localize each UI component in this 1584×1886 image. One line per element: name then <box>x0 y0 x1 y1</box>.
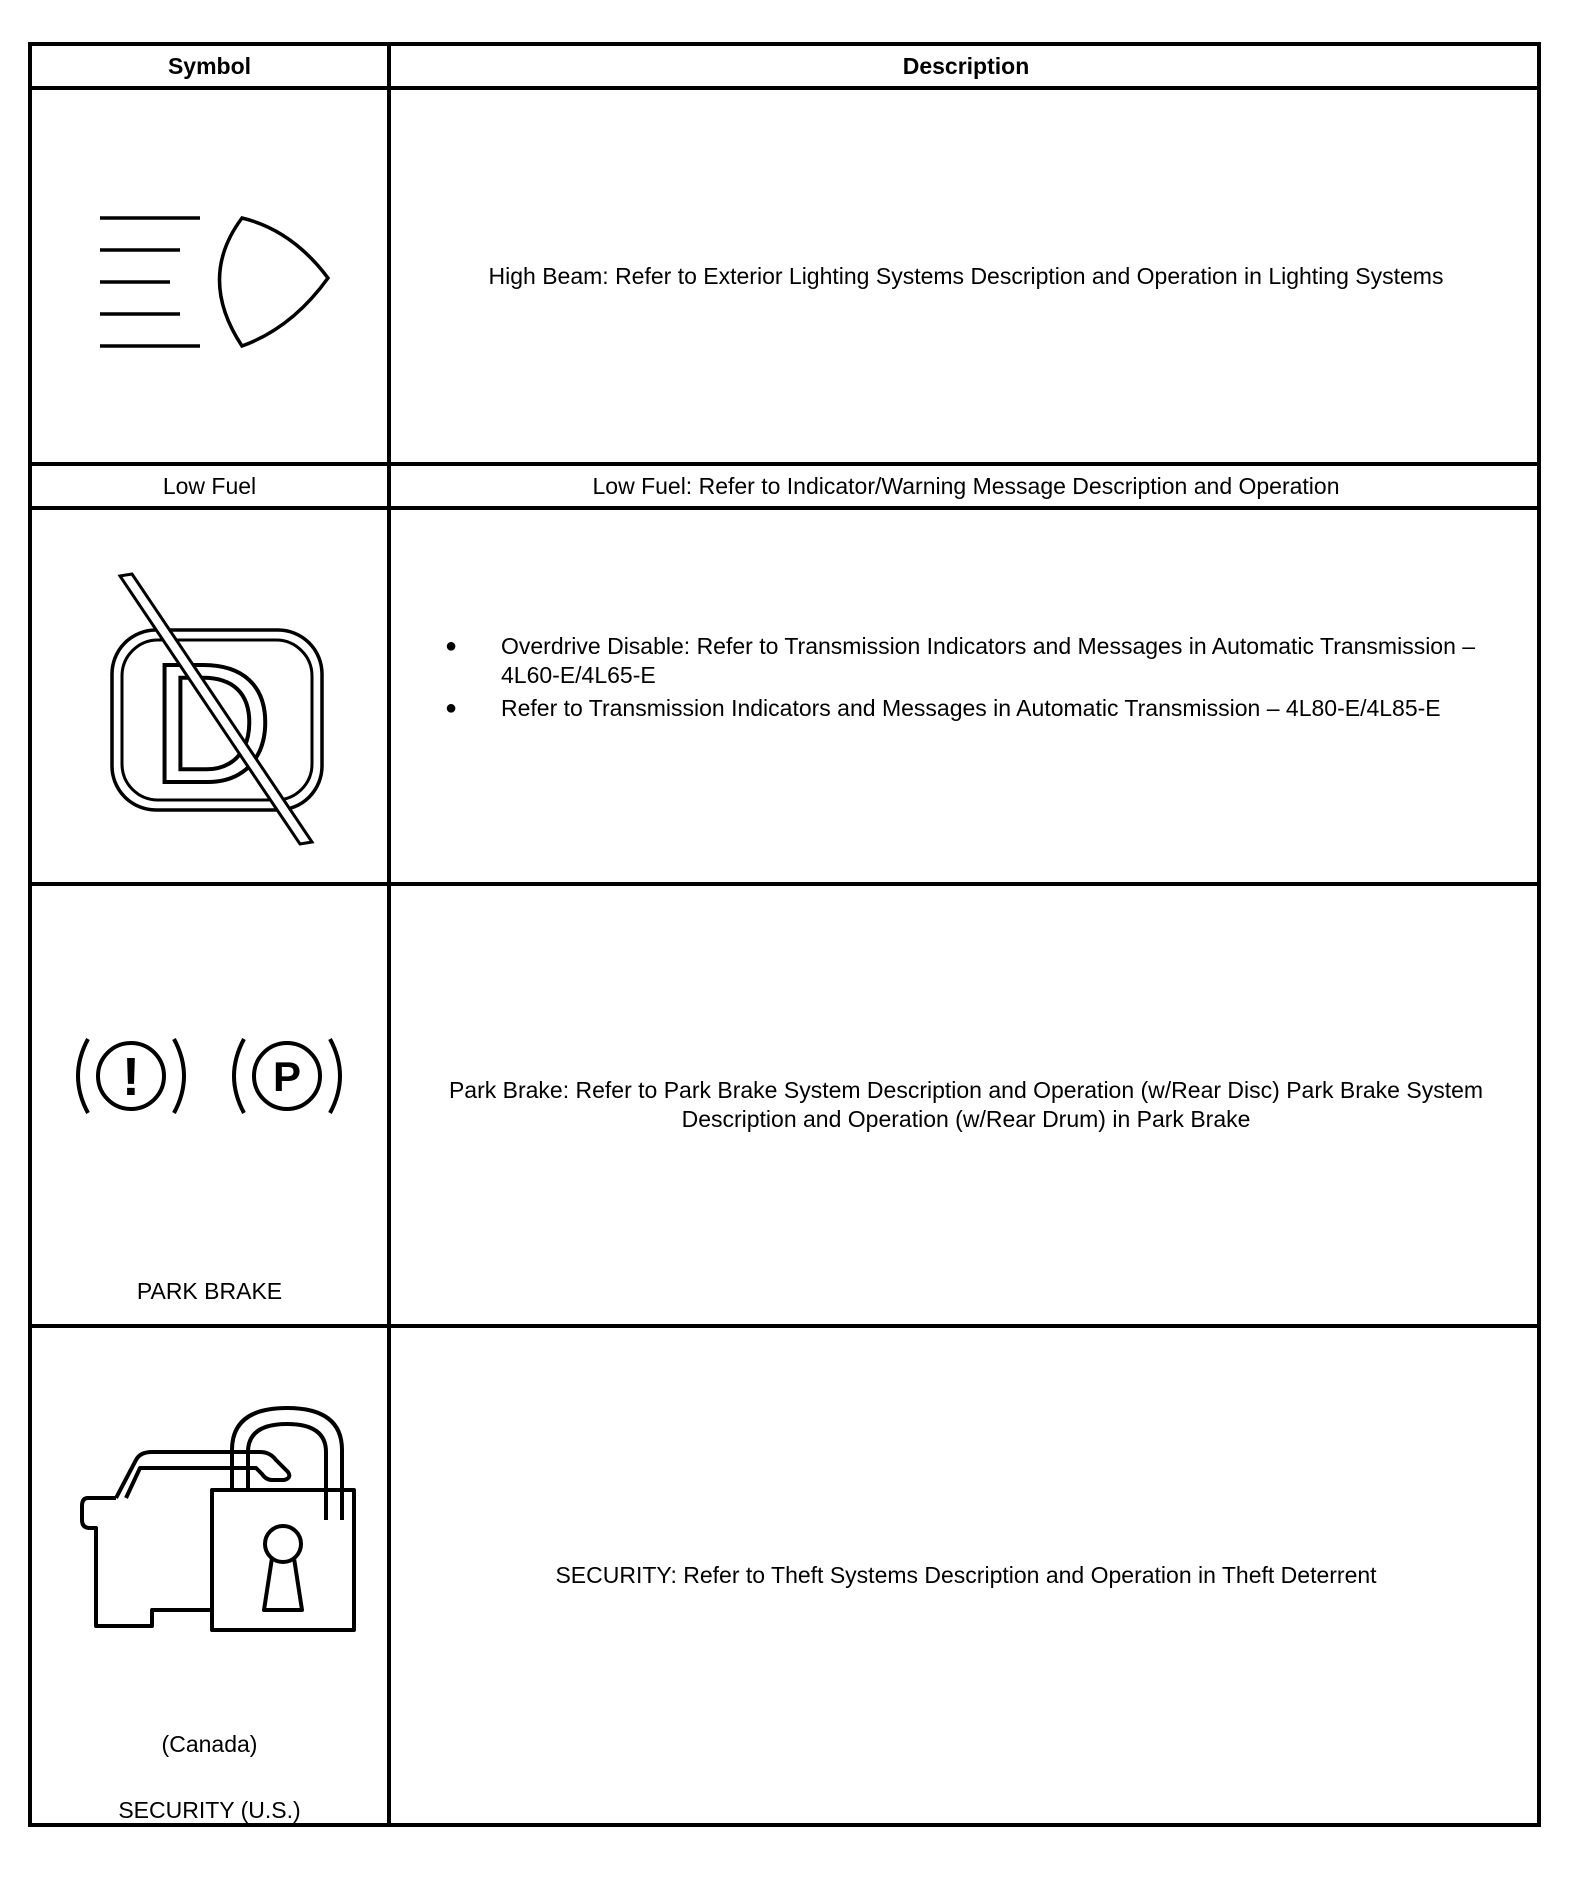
description-cell: High Beam: Refer to Exterior Lighting Systems Description and Operation in Lighting Systems <box>488 262 1444 289</box>
security-us-caption: SECURITY (U.S.) <box>118 1797 301 1823</box>
brake-warning-glyph: ! <box>122 1047 140 1107</box>
table-row <box>32 90 1537 466</box>
table-row <box>32 886 1537 1328</box>
table-row <box>32 510 1537 886</box>
overdrive-letter: D <box>150 629 274 819</box>
bullet-dot: ● <box>445 697 458 719</box>
park-brake-caption: PARK BRAKE <box>136 1278 283 1304</box>
canada-caption: (Canada) <box>161 1731 258 1757</box>
bullet-text: Refer to Transmission Indicators and Messages in Automatic Transmission – 4L80-E/4L85-E <box>501 695 1441 721</box>
description-cell <box>395 510 1537 882</box>
park-brake-icon <box>222 1031 352 1121</box>
high-beam-icon <box>92 208 332 368</box>
symbol-cell <box>32 510 391 882</box>
header-symbol: Symbol <box>32 46 391 86</box>
symbol-cell <box>32 886 391 1324</box>
bullet-dot: ● <box>445 635 458 657</box>
bullet-list <box>445 632 1527 727</box>
bullet-text: Overdrive Disable: Refer to Transmission Indicators and Messages in Automatic Transmission – 4L60-E/4L65-E <box>501 633 1476 688</box>
symbol-text-cell: Low Fuel <box>32 466 391 506</box>
park-brake-glyph: P <box>272 1053 302 1100</box>
description-cell: SECURITY: Refer to Theft Systems Description and Operation in Theft Deterrent <box>555 1562 1377 1588</box>
table-row <box>32 1328 1537 1823</box>
table-header-row <box>32 46 1537 90</box>
table-row <box>32 466 1537 510</box>
security-lock-car-icon <box>62 1398 362 1638</box>
overdrive-disable-icon <box>102 570 332 860</box>
list-item <box>445 632 1527 690</box>
symbol-cell <box>32 1328 391 1823</box>
header-description: Description <box>902 52 1030 79</box>
list-item <box>445 694 1527 723</box>
brake-warning-icon <box>66 1031 196 1121</box>
symbol-cell <box>32 90 391 462</box>
description-cell: Low Fuel: Refer to Indicator/Warning Message Description and Operation <box>592 472 1340 499</box>
description-cell: Park Brake: Refer to Park Brake System Description and Operation (w/Rear Disc) Park Brake System Description and Operation (w/Rear Drum) in Park Brake <box>448 1077 1484 1132</box>
indicator-table <box>28 42 1541 1827</box>
